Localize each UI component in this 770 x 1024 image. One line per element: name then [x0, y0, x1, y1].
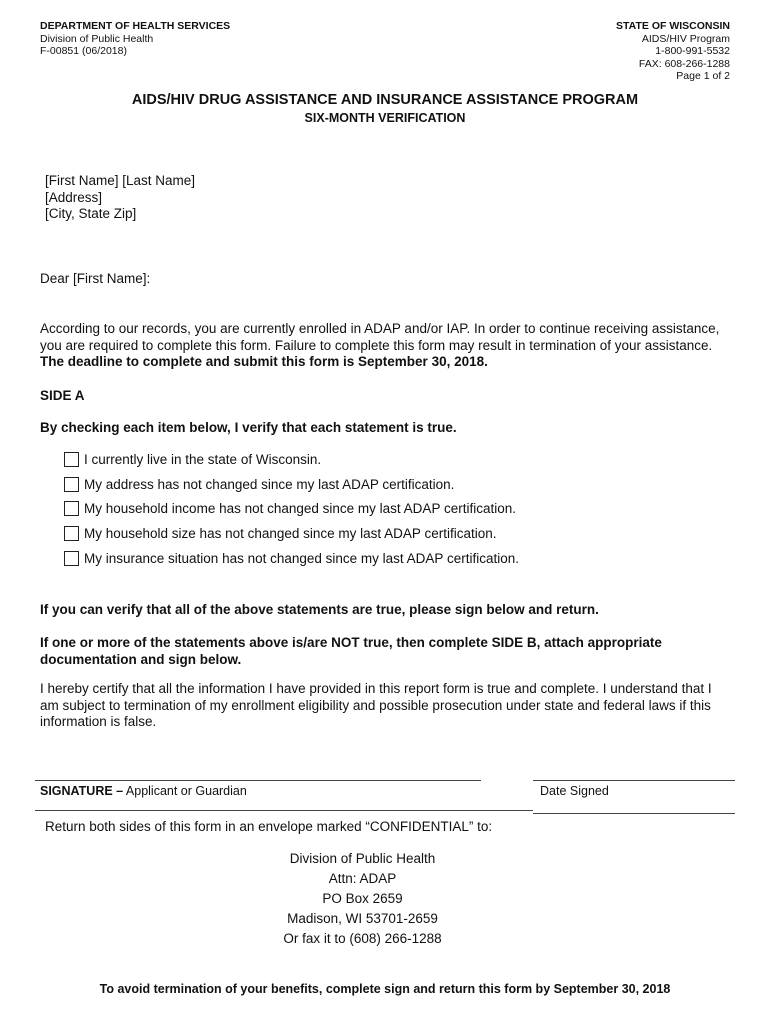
- recipient-address: [Address]: [45, 189, 103, 205]
- recipient-name: [First Name] [Last Name]: [45, 173, 196, 188]
- mailing-line-1: Division of Public Health: [289, 851, 436, 866]
- state-name: STATE OF WISCONSIN: [616, 20, 730, 32]
- salutation: Dear [First Name]:: [40, 271, 151, 286]
- date-signed-label: Date Signed: [540, 784, 609, 798]
- division-name: Division of Public Health: [40, 32, 154, 45]
- divider-right: [533, 813, 735, 814]
- signature-line[interactable]: [35, 780, 481, 781]
- signature-label: [40, 784, 247, 798]
- checkbox[interactable]: [64, 501, 79, 516]
- check-item-address[interactable]: [64, 477, 454, 492]
- footer-notice: To avoid termination of your benefits, complete sign and return this form by September 30, 2018: [99, 982, 671, 996]
- check-item-income[interactable]: [64, 501, 516, 516]
- checkbox[interactable]: [64, 551, 79, 566]
- mailing-line-3: PO Box 2659: [322, 891, 403, 906]
- check-item-household-size[interactable]: [64, 526, 496, 541]
- checkbox[interactable]: [64, 526, 79, 541]
- fax-number: FAX: 608-266-1288: [638, 57, 730, 70]
- check-item-residence[interactable]: [64, 452, 321, 467]
- mailing-address: [0, 849, 725, 949]
- checkbox[interactable]: [64, 477, 79, 492]
- page-indicator: Page 1 of 2: [676, 70, 730, 82]
- form-number: F-00851 (06/2018): [40, 45, 127, 57]
- signature-label-bold: SIGNATURE –: [40, 784, 124, 798]
- check-item-label: My insurance situation has not changed since my last ADAP certification.: [84, 551, 519, 566]
- check-item-label: I currently live in the state of Wisconsin.: [84, 452, 322, 467]
- page-subtitle: SIX-MONTH VERIFICATION: [304, 111, 466, 125]
- mailing-line-4: Madison, WI 53701-2659: [287, 911, 438, 926]
- checkbox[interactable]: [64, 452, 79, 467]
- intro-text: According to our records, you are currently enrolled in ADAP and/or IAP. In order to continue receiving assistance, you are required to complete this form. Failure to complete this form may result in termination of your assistance.: [40, 321, 720, 353]
- mailing-line-5: Or fax it to (608) 266-1288: [283, 931, 442, 946]
- signature-label-text: Applicant or Guardian: [123, 784, 247, 798]
- page-title: AIDS/HIV DRUG ASSISTANCE AND INSURANCE ASSISTANCE PROGRAM: [131, 92, 639, 108]
- side-a-heading: SIDE A: [40, 388, 85, 403]
- phone-number: 1-800-991-5532: [655, 45, 730, 57]
- deadline-text: The deadline to complete and submit this form is September 30, 2018.: [40, 354, 488, 369]
- program-name: AIDS/HIV Program: [641, 32, 730, 45]
- department-name: DEPARTMENT OF HEALTH SERVICES: [40, 20, 231, 32]
- intro-paragraph: [40, 321, 730, 371]
- check-item-label: My household size has not changed since my last ADAP certification.: [84, 526, 497, 541]
- certification-text: I hereby certify that all the information I have provided in this report form is true and complete. I understand that I am subject to termination of my enrollment eligibility and possible prosecution under state and federal laws if this information is false.: [40, 681, 712, 729]
- header-left: [40, 20, 230, 58]
- side-a-instruction: By checking each item below, I verify that each statement is true.: [40, 420, 457, 435]
- address-block: [45, 173, 195, 223]
- check-item-insurance[interactable]: [64, 551, 519, 566]
- check-item-label: My household income has not changed since my last ADAP certification.: [84, 501, 516, 516]
- return-instructions: Return both sides of this form in an envelope marked “CONFIDENTIAL” to:: [45, 819, 493, 834]
- header-right: [616, 20, 730, 83]
- check-item-label: My address has not changed since my last ADAP certification.: [84, 477, 455, 492]
- divider-left: [35, 810, 533, 811]
- verify-false-text: If one or more of the statements above is/are NOT true, then complete SIDE B, attach appropriate documentation and sign below.: [40, 635, 662, 667]
- recipient-city: [City, State Zip]: [45, 206, 137, 221]
- mailing-line-2: Attn: ADAP: [328, 871, 397, 886]
- verify-true-text: If you can verify that all of the above statements are true, please sign below and return.: [40, 602, 599, 617]
- date-line[interactable]: [533, 780, 735, 781]
